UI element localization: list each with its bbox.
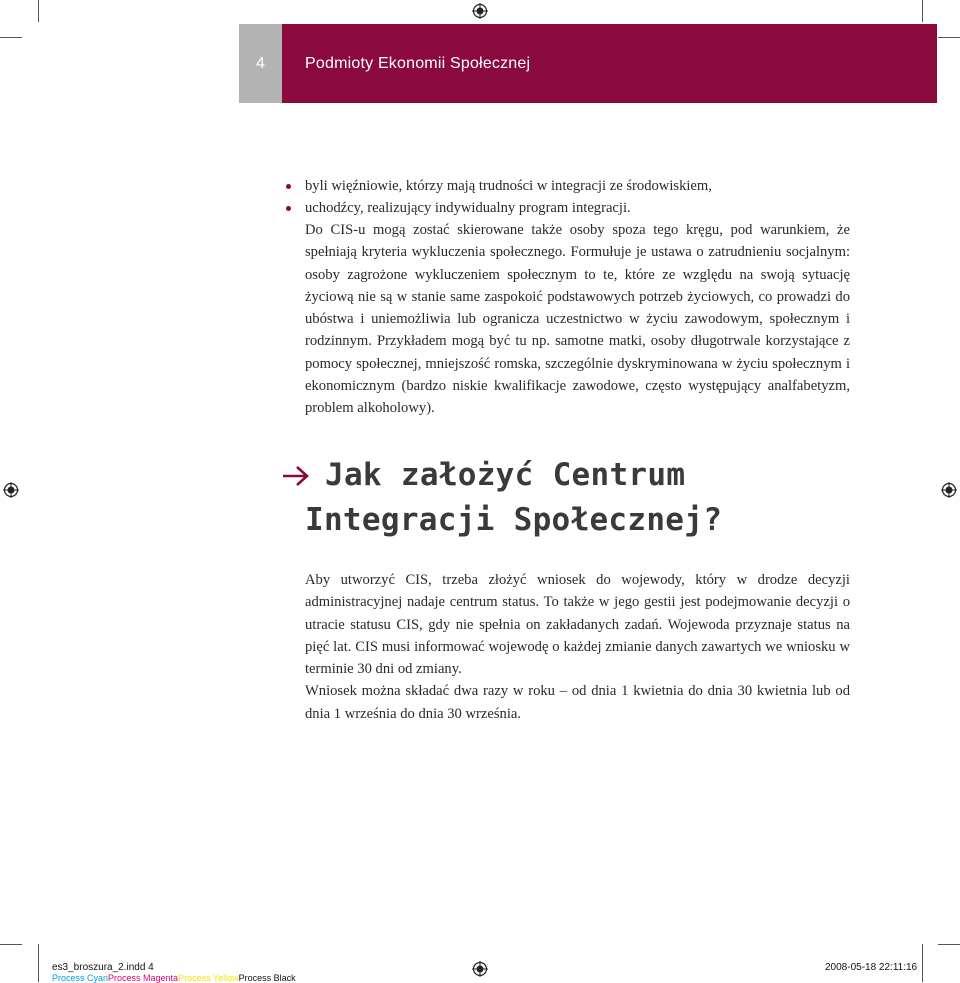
page-number: 4 [256,55,265,72]
list-item: byli więźniowie, którzy mają trudności w integracji ze środowiskiem, [305,175,850,197]
body-text-block [305,569,850,725]
registration-mark-icon [472,961,488,977]
registration-mark-icon [941,482,957,498]
bullet-list [305,175,850,220]
registration-mark-icon [3,482,19,498]
slug-process-black: Process Black [238,973,296,983]
slug-process-cyan: Process Cyan [52,973,109,983]
running-header-title: Podmioty Ekonomii Społecznej [305,55,531,72]
registration-mark-icon [472,3,488,19]
crop-mark-bottom-left [38,944,39,982]
crop-mark-bottom-right [922,944,923,982]
crop-mark-bottom-right-h [938,944,960,945]
section-heading-text: Jak założyć Centrum Integracji Społecznej? [305,457,723,538]
crop-mark-top-right-h [938,37,960,38]
slug-process-magenta: Process Magenta [108,973,179,983]
section-heading [305,453,865,543]
slug-timestamp: 2008-05-18 22:11:16 [825,962,918,973]
intro-paragraph-block [305,219,850,420]
crop-mark-top-right [922,0,923,22]
slug-process-yellow: Process Yellow [178,973,239,983]
body-paragraph: Wniosek można składać dwa razy w roku – od dnia 1 kwietnia do dnia 30 kwietnia lub od dnia 1 września do dnia 30 września. [305,683,850,722]
slug-file-name: es3_broszura_2.indd 4 [52,962,154,973]
body-paragraph: Aby utworzyć CIS, trzeba złożyć wniosek do wojewody, który w drodze decyzji administracyjnej nadaje centrum status. To także w jego gestii jest podejmowanie decyzji o utracie statusu CIS, gdy nie spełnia on zakładanych zadań. Wojewoda przyznaje status na pięć lat. CIS musi informować wojewodę o każdej zmianie danych zawartych we wniosku w terminie 30 dni od zmiany. [305,572,850,678]
list-item: uchodźcy, realizujący indywidualny program integracji. [305,197,850,219]
intro-paragraph: Do CIS-u mogą zostać skierowane także osoby spoza tego kręgu, pod warunkiem, że spełniają kryteria wykluczenia społecznego. Formułuje je ustawa o zatrudnieniu socjalnym: osoby zagrożone wykluczeniem społecznym to te, które ze względu na swoją sytuację życiową nie są w stanie same zaspokoić podstawowych potrzeb życiowych, co prowadzi do ubóstwa i uniemożliwia lub ogranicza uczestnictwo w życiu zawodowym, społecznym i rodzinnym. Przykładem mogą być tu np. samotne matki, osoby długotrwale korzystające z pomocy społecznej, mniejszość romska, szczególnie dyskryminowana w życiu społecznym i ekonomicznym (bardzo niskie kwalifikacje zawodowe, często występujący analfabetyzm, problem alkoholowy). [305,222,850,417]
crop-mark-bottom-left-h [0,944,22,945]
crop-mark-top-left-h [0,37,22,38]
crop-mark-top-left [38,0,39,22]
